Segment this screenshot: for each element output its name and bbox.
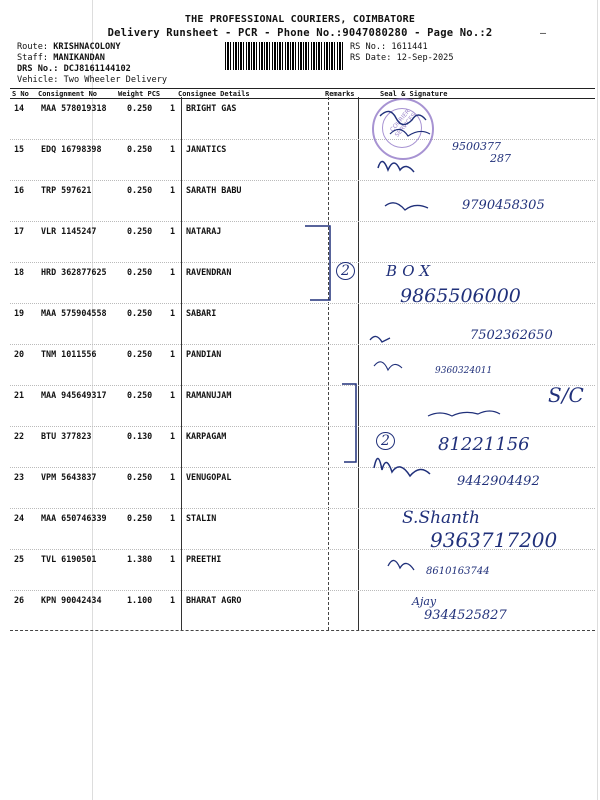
cell-pcs: 1 — [170, 267, 176, 277]
bracket-stroke — [305, 226, 330, 300]
signature-stroke — [388, 560, 414, 570]
staff-value: MANIKANDAN — [53, 53, 105, 63]
cell-sno: 20 — [14, 349, 25, 359]
corner-mark: — — [540, 28, 547, 39]
cell-consignee: VENUGOPAL — [186, 472, 232, 482]
cell-sno: 24 — [14, 513, 25, 523]
signature-stroke — [385, 203, 428, 210]
col-header-sno: S No — [12, 90, 29, 98]
handwritten-phone: 9360324011 — [435, 366, 493, 376]
cell-consignee: KARPAGAM — [186, 431, 227, 441]
signature-stroke — [370, 336, 390, 342]
col-header-consignee: Consignee Details — [178, 90, 250, 98]
handwritten-phone: 9865506000 — [400, 285, 521, 307]
cell-consignment: TNM 1011556 — [41, 349, 97, 359]
cell-sno: 22 — [14, 431, 25, 441]
signature-stroke — [428, 411, 500, 416]
cell-consignee: PREETHI — [186, 554, 222, 564]
cell-pcs: 1 — [170, 390, 176, 400]
cell-consignment: TRP 597621 — [41, 185, 92, 195]
cell-sno: 17 — [14, 226, 25, 236]
handwritten-phone: 8610163744 — [426, 566, 490, 577]
cell-weight: 0.250 — [127, 226, 153, 236]
cell-sno: 25 — [14, 554, 25, 564]
handwritten-phone: 9363717200 — [430, 528, 558, 552]
handwritten-note: 287 — [490, 152, 511, 165]
cell-consignee: NATARAJ — [186, 226, 222, 236]
cell-weight: 1.380 — [127, 554, 153, 564]
column-divider — [358, 97, 359, 630]
cell-sno: 21 — [14, 390, 25, 400]
staff-label: Staff: — [17, 53, 49, 63]
cell-sno: 19 — [14, 308, 25, 318]
cell-consignee: BHARAT AGRO — [186, 595, 242, 605]
cell-weight: 0.250 — [127, 390, 153, 400]
cell-consignee: RAVENDRAN — [186, 267, 232, 277]
cell-consignment: HRD 362877625 — [41, 267, 107, 277]
cell-consignee: PANDIAN — [186, 349, 222, 359]
handwritten-phone: 7502362650 — [470, 328, 553, 343]
rs-date-label: RS Date: — [350, 53, 392, 63]
cell-weight: 1.100 — [127, 595, 153, 605]
route-info — [17, 42, 121, 52]
cell-weight: 0.250 — [127, 472, 153, 482]
drs-label: DRS No.: — [17, 64, 59, 74]
col-header-consignment: Consignment No — [38, 90, 98, 98]
cell-weight: 0.250 — [127, 349, 153, 359]
rs-no-value: 1611441 — [391, 42, 428, 52]
vehicle-value: Two Wheeler Delivery — [63, 75, 168, 85]
route-label: Route: — [17, 42, 49, 52]
cell-consignee: RAMANUJAM — [186, 390, 232, 400]
cell-weight: 0.250 — [127, 308, 153, 318]
cell-consignment: MAA 575904558 — [41, 308, 107, 318]
cell-sno: 23 — [14, 472, 25, 482]
cell-sno: 14 — [14, 103, 25, 113]
cell-pcs: 1 — [170, 431, 176, 441]
cell-pcs: 1 — [170, 472, 176, 482]
cell-consignment: EDQ 16798398 — [41, 144, 102, 154]
signature-stroke — [378, 161, 414, 172]
table-bottom-rule — [10, 630, 595, 631]
vehicle-info — [17, 75, 167, 85]
cell-pcs: 1 — [170, 595, 176, 605]
table-top-rule — [10, 88, 595, 89]
handwritten-phone: 9500377 — [452, 140, 501, 153]
cell-sno: 16 — [14, 185, 25, 195]
grouping-bracket — [300, 222, 340, 306]
rs-date-info — [350, 53, 454, 63]
cell-weight: 0.250 — [127, 513, 153, 523]
cell-consignee: JANATICS — [186, 144, 227, 154]
handwritten-name: Ajay — [412, 595, 437, 608]
column-divider — [328, 97, 329, 630]
drs-info — [17, 64, 131, 74]
column-divider — [181, 97, 182, 630]
stamp-text: COURIER SERVICES — [388, 108, 418, 139]
cell-consignee: SABARI — [186, 308, 217, 318]
handwritten-note: S/C — [548, 383, 584, 407]
signature-stroke — [374, 458, 430, 476]
handwritten-phone: 9344525827 — [424, 608, 507, 623]
cell-consignee: BRIGHT GAS — [186, 103, 237, 113]
cell-weight: 0.250 — [127, 103, 153, 113]
bracket-stroke — [342, 384, 356, 462]
document-subtitle: Delivery Runsheet - PCR - Phone No.:9047080280 - Page No.:2 — [107, 27, 493, 39]
cell-consignment: KPN 90042434 — [41, 595, 102, 605]
handwritten-phone: 9442904492 — [457, 474, 540, 489]
handwritten-phone: 81221156 — [438, 434, 530, 455]
handwritten-phone: 9790458305 — [462, 198, 545, 213]
handwritten-note: BOX — [386, 262, 436, 280]
cell-sno: 18 — [14, 267, 25, 277]
cell-consignment: VLR 1145247 — [41, 226, 97, 236]
cell-pcs: 1 — [170, 349, 176, 359]
barcode — [225, 42, 343, 70]
cell-consignee: STALIN — [186, 513, 217, 523]
document-title: THE PROFESSIONAL COURIERS, COIMBATORE — [184, 14, 416, 25]
handwritten-count: 2 — [376, 432, 395, 450]
cell-pcs: 1 — [170, 308, 176, 318]
col-header-remarks: Remarks — [325, 90, 355, 98]
cell-sno: 15 — [14, 144, 25, 154]
cell-pcs: 1 — [170, 185, 176, 195]
cell-pcs: 1 — [170, 226, 176, 236]
staff-info — [17, 53, 105, 63]
grouping-bracket — [338, 380, 368, 468]
route-value: KRISHNACOLONY — [53, 42, 121, 52]
rs-no-info — [350, 42, 428, 52]
cell-weight: 0.250 — [127, 144, 153, 154]
signature-stroke — [374, 362, 402, 370]
cell-pcs: 1 — [170, 144, 176, 154]
cell-pcs: 1 — [170, 103, 176, 113]
cell-consignment: MAA 578019318 — [41, 103, 107, 113]
cell-consignee: SARATH BABU — [186, 185, 242, 195]
col-header-seal: Seal & Signature — [380, 90, 448, 98]
cell-consignment: VPM 5643837 — [41, 472, 97, 482]
signature-stroke — [390, 129, 430, 136]
cell-weight: 0.250 — [127, 267, 153, 277]
cell-consignment: TVL 6190501 — [41, 554, 97, 564]
vehicle-label: Vehicle: — [17, 75, 59, 85]
drs-value: DCJ8161144102 — [63, 64, 131, 74]
col-header-weight-pcs: Weight PCS — [118, 90, 161, 98]
signature-stroke — [380, 111, 426, 124]
handwritten-count: 2 — [336, 262, 355, 280]
handwritten-name: S.Shanth — [402, 508, 480, 528]
cell-weight: 0.250 — [127, 185, 153, 195]
cell-consignment: MAA 650746339 — [41, 513, 107, 523]
cell-consignment: BTU 377823 — [41, 431, 92, 441]
cell-sno: 26 — [14, 595, 25, 605]
cell-pcs: 1 — [170, 554, 176, 564]
rs-date-value: 12-Sep-2025 — [396, 53, 454, 63]
rs-no-label: RS No.: — [350, 42, 387, 52]
cell-weight: 0.130 — [127, 431, 153, 441]
cell-consignment: MAA 945649317 — [41, 390, 107, 400]
cell-pcs: 1 — [170, 513, 176, 523]
